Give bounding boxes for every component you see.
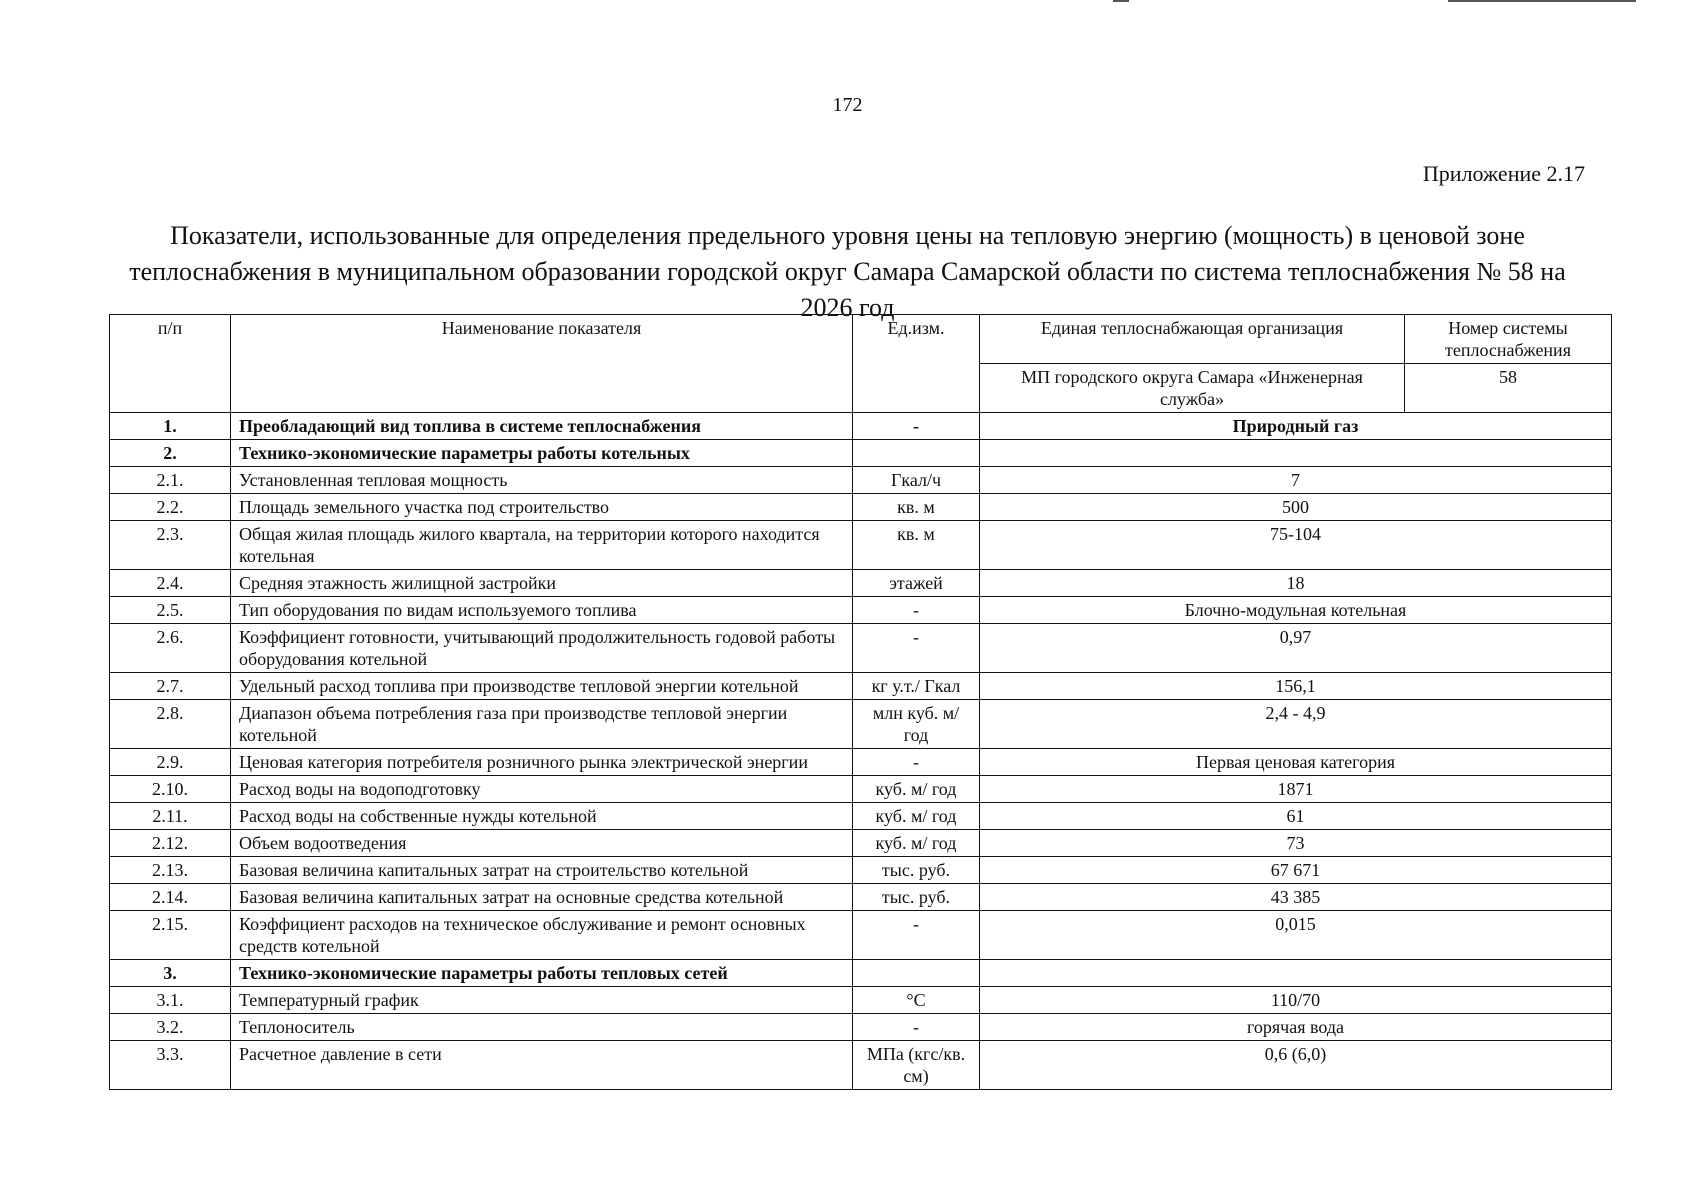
row-num: 2.2.: [110, 494, 231, 521]
row-name: Площадь земельного участка под строительство: [231, 494, 853, 521]
row-unit: кв. м: [853, 521, 980, 570]
row-name: Преобладающий вид топлива в системе теплоснабжения: [231, 413, 853, 440]
row-num: 2.5.: [110, 597, 231, 624]
row-name: Ценовая категория потребителя розничного рынка электрической энергии: [231, 749, 853, 776]
row-unit: Гкал/ч: [853, 467, 980, 494]
row-unit: МПа (кгс/кв. см): [853, 1041, 980, 1090]
row-num: 2.14.: [110, 884, 231, 911]
row-num: 2.1.: [110, 467, 231, 494]
header-org: Единая теплоснабжающая организация: [980, 315, 1405, 364]
scan-mark-right: [1448, 0, 1636, 2]
document-title: Показатели, использованные для определения предельного уровня цены на тепловую энергию (мощность) в ценовой зоне теплоснабжения в муниципальном образовании городской округ Самара Самарской области по система теплоснабжения № 58 на 2026 год: [129, 221, 1566, 322]
table-row: [110, 467, 1612, 494]
row-unit: [853, 960, 980, 987]
row-value: 0,015: [980, 911, 1612, 960]
row-name: Тип оборудования по видам используемого топлива: [231, 597, 853, 624]
table-row: [110, 1041, 1612, 1090]
row-value: 2,4 - 4,9: [980, 700, 1612, 749]
row-name: Установленная тепловая мощность: [231, 467, 853, 494]
row-unit: куб. м/ год: [853, 776, 980, 803]
row-value: 67 671: [980, 857, 1612, 884]
row-value: Природный газ: [980, 413, 1612, 440]
row-num: 2.13.: [110, 857, 231, 884]
row-value: [980, 440, 1612, 467]
row-name: Технико-экономические параметры работы котельных: [231, 440, 853, 467]
row-name: Коэффициент расходов на техническое обслуживание и ремонт основных средств котельной: [231, 911, 853, 960]
row-num: 3.: [110, 960, 231, 987]
row-name: Удельный расход топлива при производстве тепловой энергии котельной: [231, 673, 853, 700]
row-unit: -: [853, 1014, 980, 1041]
scan-mark-left: [1113, 0, 1129, 2]
table-row: [110, 521, 1612, 570]
table-row: [110, 440, 1612, 467]
row-unit: -: [853, 911, 980, 960]
header-org-value: МП городского округа Самара «Инженерная служба»: [980, 364, 1405, 413]
row-name: Теплоноситель: [231, 1014, 853, 1041]
row-unit: куб. м/ год: [853, 830, 980, 857]
table-row: [110, 624, 1612, 673]
header-system: Номер системы теплоснабжения: [1405, 315, 1612, 364]
row-name: Расход воды на водоподготовку: [231, 776, 853, 803]
table-row: [110, 857, 1612, 884]
row-unit: млн куб. м/год: [853, 700, 980, 749]
header-unit: Ед.изм.: [853, 315, 980, 413]
row-num: 2.11.: [110, 803, 231, 830]
table-row: [110, 960, 1612, 987]
row-name: Базовая величина капитальных затрат на строительство котельной: [231, 857, 853, 884]
row-unit: кв. м: [853, 494, 980, 521]
row-value: 18: [980, 570, 1612, 597]
indicators-table: [109, 314, 1612, 1090]
table-row: [110, 700, 1612, 749]
row-unit: куб. м/ год: [853, 803, 980, 830]
row-num: 3.3.: [110, 1041, 231, 1090]
row-value: [980, 960, 1612, 987]
table-row: [110, 911, 1612, 960]
table-row: [110, 413, 1612, 440]
table-row: [110, 570, 1612, 597]
row-num: 2.3.: [110, 521, 231, 570]
header-name: Наименование показателя: [231, 315, 853, 413]
row-num: 2.10.: [110, 776, 231, 803]
row-num: 2.: [110, 440, 231, 467]
row-name: Средняя этажность жилищной застройки: [231, 570, 853, 597]
table-row: [110, 494, 1612, 521]
appendix-label: Приложение 2.17: [1422, 161, 1585, 186]
table-row: [110, 749, 1612, 776]
page-number: 172: [832, 94, 863, 116]
row-num: 2.15.: [110, 911, 231, 960]
row-name: Объем водоотведения: [231, 830, 853, 857]
row-value: горячая вода: [980, 1014, 1612, 1041]
row-unit: этажей: [853, 570, 980, 597]
table-row: [110, 673, 1612, 700]
row-num: 2.4.: [110, 570, 231, 597]
row-value: 75-104: [980, 521, 1612, 570]
row-value: 0,97: [980, 624, 1612, 673]
row-value: Блочно-модульная котельная: [980, 597, 1612, 624]
row-name: Общая жилая площадь жилого квартала, на территории которого находится котельная: [231, 521, 853, 570]
row-value: 500: [980, 494, 1612, 521]
header-num: п/п: [110, 315, 231, 413]
row-name: Расход воды на собственные нужды котельной: [231, 803, 853, 830]
row-num: 2.12.: [110, 830, 231, 857]
row-value: 1871: [980, 776, 1612, 803]
row-unit: -: [853, 413, 980, 440]
row-unit: -: [853, 597, 980, 624]
row-value: 110/70: [980, 987, 1612, 1014]
table-row: [110, 987, 1612, 1014]
row-value: 73: [980, 830, 1612, 857]
header-system-value: 58: [1405, 364, 1612, 413]
row-value: Первая ценовая категория: [980, 749, 1612, 776]
row-unit: °С: [853, 987, 980, 1014]
row-unit: кг у.т./ Гкал: [853, 673, 980, 700]
row-unit: [853, 440, 980, 467]
row-unit: -: [853, 749, 980, 776]
row-name: Технико-экономические параметры работы тепловых сетей: [231, 960, 853, 987]
row-unit: тыс. руб.: [853, 857, 980, 884]
row-num: 2.9.: [110, 749, 231, 776]
table-row: [110, 884, 1612, 911]
table-row: [110, 830, 1612, 857]
table-row: [110, 597, 1612, 624]
table-body: [110, 413, 1612, 1090]
table-header-row: [110, 315, 1612, 364]
row-num: 2.7.: [110, 673, 231, 700]
row-num: 1.: [110, 413, 231, 440]
table-row: [110, 776, 1612, 803]
row-num: 3.2.: [110, 1014, 231, 1041]
row-unit: тыс. руб.: [853, 884, 980, 911]
table-row: [110, 803, 1612, 830]
row-value: 43 385: [980, 884, 1612, 911]
row-num: 2.6.: [110, 624, 231, 673]
row-value: 0,6 (6,0): [980, 1041, 1612, 1090]
row-unit: -: [853, 624, 980, 673]
row-name: Диапазон объема потребления газа при производстве тепловой энергии котельной: [231, 700, 853, 749]
row-name: Температурный график: [231, 987, 853, 1014]
row-value: 7: [980, 467, 1612, 494]
row-num: 2.8.: [110, 700, 231, 749]
row-name: Расчетное давление в сети: [231, 1041, 853, 1090]
row-num: 3.1.: [110, 987, 231, 1014]
row-value: 156,1: [980, 673, 1612, 700]
row-name: Базовая величина капитальных затрат на основные средства котельной: [231, 884, 853, 911]
row-value: 61: [980, 803, 1612, 830]
row-name: Коэффициент готовности, учитывающий продолжительность годовой работы оборудования котельной: [231, 624, 853, 673]
table-row: [110, 1014, 1612, 1041]
